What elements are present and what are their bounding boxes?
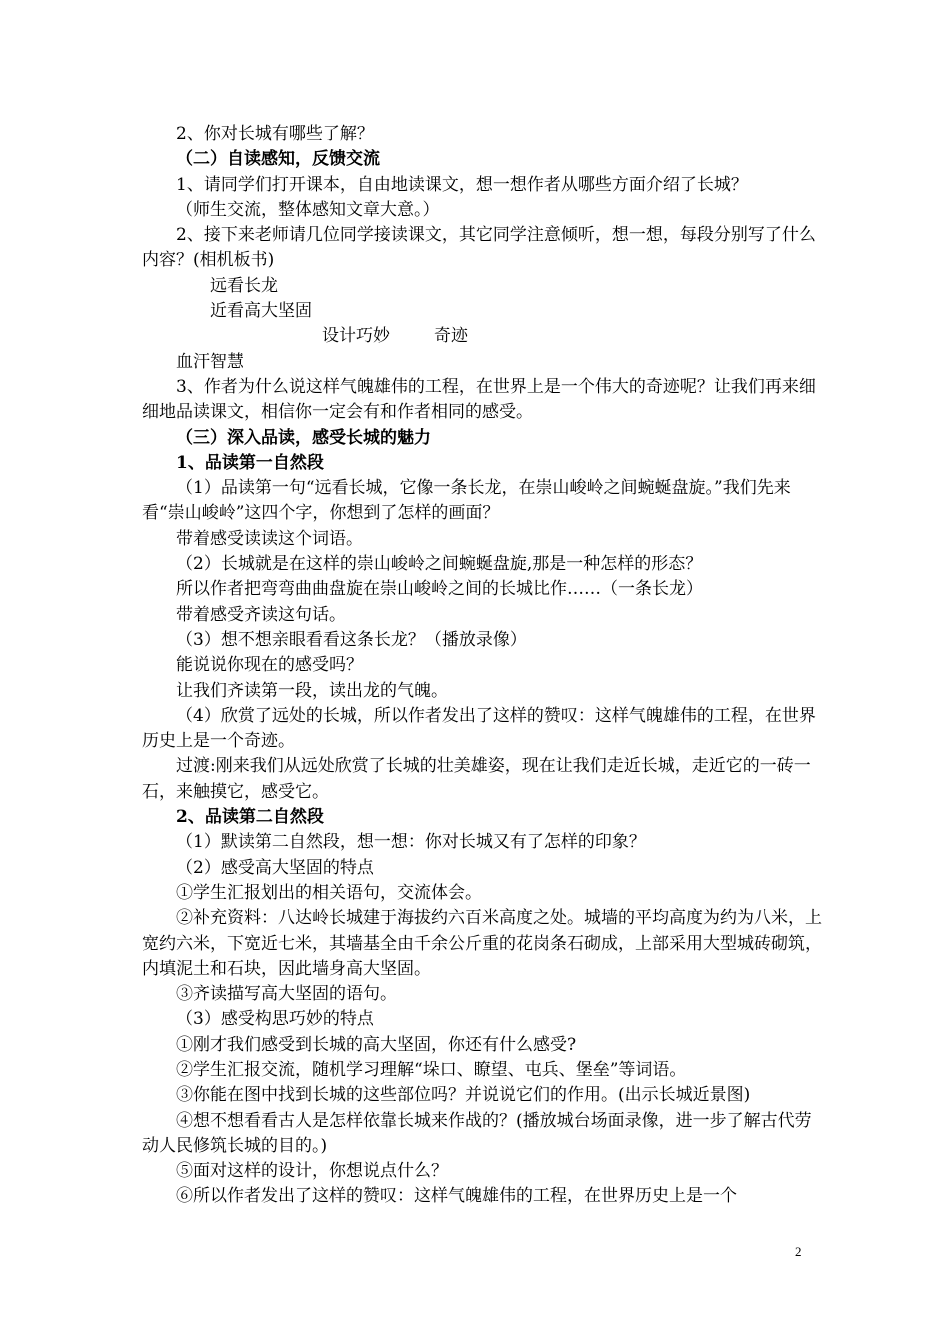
paragraph: ⑤面对这样的设计，你想说点什么？: [176, 1161, 448, 1182]
paragraph: ①刚才我们感受到长城的高大坚固，你还有什么感受?: [176, 1034, 577, 1055]
board-cell: 奇迹: [434, 326, 468, 347]
paragraph: 能说说你现在的感受吗？: [176, 655, 363, 676]
paragraph: 带着感受读读这个词语。: [176, 528, 363, 549]
paragraph: （2）感受高大坚固的特点: [176, 857, 374, 878]
paragraph: ③你能在图中找到长城的这些部位吗？并说说它们的作用。(出示长城近景图): [176, 1085, 751, 1106]
paragraph: ②补充资料：八达岭长城建于海拔约六百米高度之处。城墙的平均高度为约为八米，上宽约六米，下宽近七米，其墙基全由千余公斤重的花岗条石砌成，上部采用大型城砖砌筑，内填泥土和石块，因此墙身高大坚固。: [142, 908, 822, 979]
paragraph: ③齐读描写高大坚固的语句。: [176, 984, 397, 1005]
page-number: 2: [795, 1244, 802, 1259]
subsection-heading: 1、品读第一自然段: [176, 452, 324, 473]
board-row: [142, 324, 822, 349]
paragraph: 过渡:刚来我们从远处欣赏了长城的壮美雄姿，现在让我们走近长城，走近它的一砖一石，来触摸它，感受它。: [142, 756, 811, 802]
board-cell: 高大坚固: [244, 301, 312, 322]
board-row: 血汗智慧: [176, 351, 244, 372]
paragraph: （3）想不想亲眼看看这条长龙？（播放录像）: [176, 629, 527, 650]
paragraph: 2、你对长城有哪些了解？: [176, 124, 374, 144]
paragraph: ①学生汇报划出的相关语句，交流体会。: [176, 882, 482, 903]
paragraph: 2、接下来老师请几位同学接读课文，其它同学注意倾听，想一想，每段分别写了什么内容？(相机板书): [142, 225, 816, 271]
board-cell: 远看: [210, 275, 244, 296]
board-cell: 设计巧妙: [322, 326, 390, 347]
paragraph: （1）默读第二自然段，想一想：你对长城又有了怎样的印象？: [176, 832, 646, 853]
paragraph: 带着感受齐读这句话。: [176, 604, 346, 625]
paragraph: （师生交流，整体感知文章大意。）: [176, 199, 440, 220]
paragraph: ⑥所以作者发出了这样的赞叹：这样气魄雄伟的工程，在世界历史上是一个: [176, 1186, 737, 1207]
paragraph: 所以作者把弯弯曲曲盘旋在崇山峻岭之间的长城比作……（一条长龙）: [176, 579, 703, 600]
paragraph: （1）品读第一句“远看长城，它像一条长龙，在崇山峻岭之间蜿蜒盘旋。”我们先来看“崇山峻岭”这四个字，你想到了怎样的画面？: [142, 478, 791, 524]
board-row: [142, 299, 822, 324]
board-cell: 长龙: [244, 275, 278, 296]
paragraph: 3、作者为什么说这样气魄雄伟的工程，在世界上是一个伟大的奇迹呢？让我们再来细细地品读课文，相信你一定会有和作者相同的感受。: [142, 376, 816, 423]
section-heading: （三）深入品读，感受长城的魅力: [176, 427, 431, 448]
paragraph: （2）长城就是在这样的崇山峻岭之间蜿蜒盘旋,那是一种怎样的形态？: [176, 554, 703, 575]
paragraph: ②学生汇报交流，随机学习理解“垛口、瞭望、屯兵、堡垒”等词语。: [176, 1059, 687, 1080]
paragraph: 1、请同学们打开课本，自由地读课文，想一想作者从哪些方面介绍了长城？: [176, 174, 748, 195]
board-row: [142, 274, 822, 299]
board-cell: 近看: [210, 301, 244, 322]
paragraph: 让我们齐读第一段，读出龙的气魄。: [176, 680, 448, 701]
paragraph: ④想不想看看古人是怎样依靠长城来作战的？(播放城台场面录像，进一步了解古代劳动人民修筑长城的目的。): [142, 1110, 812, 1156]
section-heading: （二）自读感知，反馈交流: [176, 149, 380, 170]
paragraph: （4）欣赏了远处的长城，所以作者发出了这样的赞叹：这样气魄雄伟的工程，在世界历史上是一个奇迹。: [142, 705, 816, 752]
paragraph: （3）感受构思巧妙的特点: [176, 1009, 374, 1030]
document-body: [142, 122, 822, 1210]
subsection-heading: 2、品读第二自然段: [176, 807, 324, 828]
